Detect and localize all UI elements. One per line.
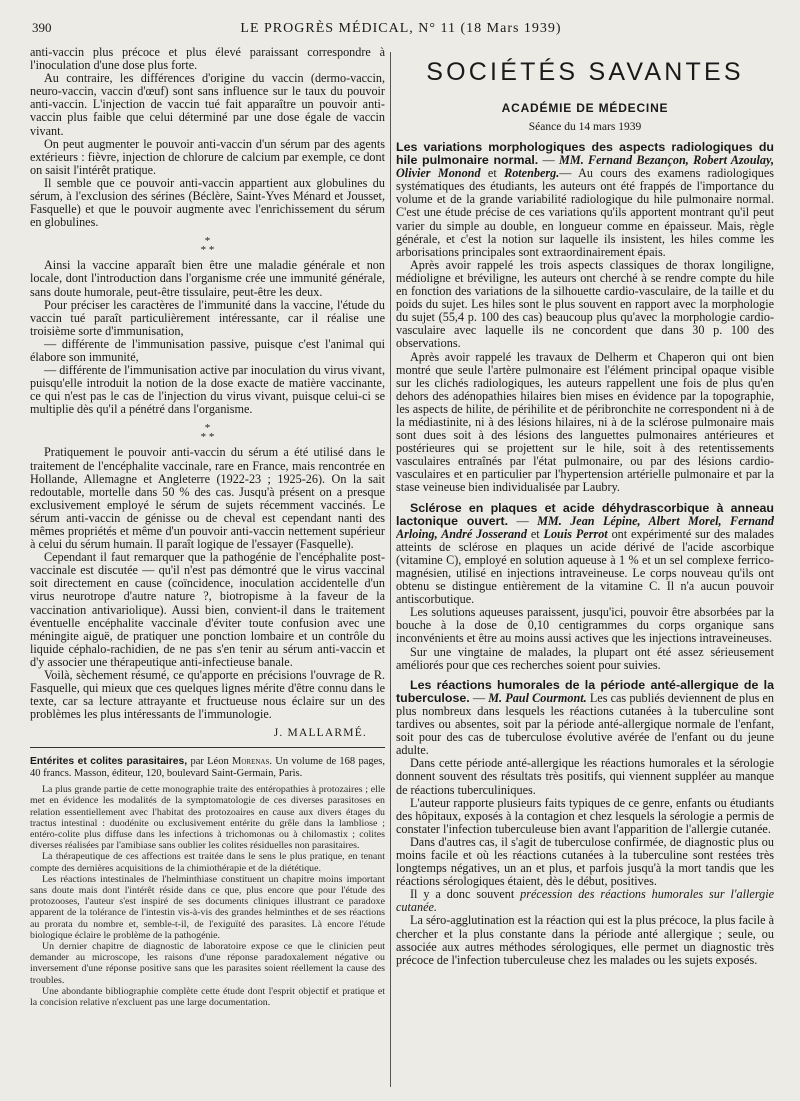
right-column xyxy=(396,46,774,1101)
paragraph: — différente de l'immunisation active par inoculation du virus vivant, puisqu'elle introduit la notion de la dose exacte de matière vaccinante, ce qui n'est pas le cas de l'injection du virus vivant, puisque celui-ci se multiplie dès qu'il a pénétré dans l'organisme. xyxy=(30,363,385,417)
left-column xyxy=(30,46,385,1101)
review-heading: Entérites et colites parasitaires, par Léon Morenas. Un volume de 168 pages, 40 francs. Masson, éditeur, 120, boulevard Saint-Germain, Paris. xyxy=(30,756,385,779)
paragraph: Un dernier chapitre de diagnostic de laboratoire expose ce que le clinicien peut demander au microscope, les raisons d'une réponse paradoxalement négative ou inversement d'une réponse positive sans que les parasites soient réellement la cause des troubles. xyxy=(30,941,385,986)
article-title: Les variations morphologiques des aspects radiologiques du hile pulmonaire normal. xyxy=(396,140,774,168)
paragraph: anti-vaccin plus précoce et plus élevé paraissant correspondre à l'inoculation d'une dose plus forte. xyxy=(30,46,385,73)
journal-title: LE PROGRÈS MÉDICAL, N° 11 (18 Mars 1939) xyxy=(240,21,562,36)
academy-heading: ACADÉMIE DE MÉDECINE xyxy=(501,101,669,115)
article-title: Les réactions humorales de la période anté-allergique de la tuberculose. xyxy=(396,677,774,705)
session-reports xyxy=(396,141,774,967)
column-rule xyxy=(390,52,391,1087)
paragraph: Pratiquement le pouvoir anti-vaccin du sérum a été utilisé dans le traitement de l'encéphalite vaccinale, rare en France, mais rencontrée en Hollande, Allemagne et Angleterre (1922-23 ; 1925-26). On la sait redoutable, mortelle dans 50 % des cas. Jusqu'à présent on a presque exclusivement employé le sérum de sujets récemment vaccinés. Le sérum anti-vaccin de génisse ou de cheval est cependant nanti des mêmes propriétés et même d'un pouvoir anti-vaccin nettement supérieur à celui du sérum humain. Il paraît logique de l'essayer (Fasquelle). xyxy=(30,445,385,552)
paragraph: Après avoir rappelé les travaux de Delherm et Chaperon qui ont bien montré que seule l'artère pulmonaire est l'élément principal opaque visible sur les clichés radiologiques, les auteurs rappellent une fois de plus qu'en dehors des adénopathies hilaires bien mises en évidence par la topographie, les aspects de hilite, de périhilite et de péribronchite ne correspondent ni à de la médiastinite, ni à des lésions hilaires, ni à de la sclérose pulmonaire mais sont dues soit à des lésions des languettes pulmonaires antérieures et postérieures qui se projettent sur le hile, soit à des retentissements vasculaires entraînés par l'état pulmonaire, ou par des lésions cardio-vasculaires et en particulier par l'hypertension artérielle pulmonaire et par la stase veineuse bien individualisée par Laubry. xyxy=(396,349,774,495)
paragraph: Pour préciser les caractères de l'immunité dans la vaccine, l'étude du vaccin tué paraît particulièrement intéressante, car il réalise une troisième sorte d'immunisation, xyxy=(30,297,385,338)
paragraph: On peut augmenter le pouvoir anti-vaccin d'un sérum par des agents extérieurs : fièvre, injection de chlorure de calcium par exemple, ce dont on saisit l'intérêt pratique. xyxy=(30,136,385,177)
paragraph: Sur une vingtaine de malades, la plupart ont été assez sérieusement améliorés pour que ces recherches soient pour suivies. xyxy=(396,644,774,672)
section-title: SOCIÉTÉS SAVANTES xyxy=(426,58,744,86)
paragraph: Il y a donc souvent précession des réactions humorales sur l'allergie cutanée. xyxy=(396,887,774,915)
article-heading: Les réactions humorales de la période anté-allergique de la tuberculose. — M. Paul Courmont. Les cas publiés deviennent de plus en plus nombreux dans lesquels les réactions cutanées à la tuberculine sont tardives ou absentes, soit par la période anté-allergique normale de l'enfant, soit pour des cas de tuberculose évolutive avérée de l'enfant ou du jeune adulte. xyxy=(396,677,774,758)
review-title: Entérites et colites parasitaires, xyxy=(30,756,188,768)
page-number: 390 xyxy=(32,20,52,35)
section-stars: * * * xyxy=(200,235,215,257)
paragraph: Ainsi la vaccine apparaît bien être une maladie générale et non locale, dont l'introduction dans l'organisme crée une immunité générale, sans doute humorale, peut-être tissulaire, peut-être les deux. xyxy=(30,258,385,299)
review-author: Morenas xyxy=(232,756,270,768)
columns xyxy=(30,46,774,1101)
paragraph: L'auteur rapporte plusieurs faits typiques de ce genre, enfants ou étudiants des hôpitaux, exposés à la contagion et chez lesquels la sérologie a permis de constater l'infection tuberculeuse bien avant l'apparition de l'allergie cutanée. xyxy=(396,795,774,836)
session-date: Séance du 14 mars 1939 xyxy=(528,121,642,133)
paragraph: Après avoir rappelé les trois aspects classiques de thorax longiligne, médioligne et bréviligne, les auteurs ont cherché à se rendre compte du hile en fonction des variations de la silhouette cardio-vasculaire, de la taille et du poids du sujet. Les hiles sont le plus souvent en rapport avec la morphologie du sujet (55,4 p. 100 des cas) beaucoup plus qu'avec la morphologie cardio-vasculaire avec laquelle ils ne concordent que dans 30 p. 100 des observations. xyxy=(396,257,774,351)
paragraph: Les réactions intestinales de l'helminthiase constituent un chapitre moins important sans doute mais dont l'intérêt réside dans ce que, plus encore que pour l'étude des protozooses, l'auteur s'est inspiré de ses documents cliniques illustrant ce paradoxe apparent de la tolérance de l'intestin vis-à-vis des grandes helminthes et de ses réactions au prorata du nombre et, semble-t-il, de l'exiguïté des parasites. Là encore l'étude biologique éclaire le problème de la pathogénie. xyxy=(30,873,385,941)
paragraph: — différente de l'immunisation passive, puisque c'est l'animal qui élabore son immunité, xyxy=(30,336,385,364)
paragraph: Dans d'autres cas, il s'agit de tuberculose confirmée, de diagnostic plus ou moins facile et où les réactions cutanées à la tuberculine sont restées très longtemps négatives, un an et plus, et parfois jusqu'à la mort tandis que les réactions sérologiques étaient, dès le début, positives. xyxy=(396,834,774,889)
main-article xyxy=(30,46,385,739)
article-authors: M. Paul Courmont. xyxy=(488,690,587,705)
paragraph: Il semble que ce pouvoir anti-vaccin appartient aux globulines du sérum, à l'exclusion des sérines (Béclère, Saint-Yves Ménard et Jousset, Fasquelle) et que le pouvoir augmente avec l'enrichissement du sérum en globulines. xyxy=(30,175,385,230)
paragraph: Les solutions aqueuses paraissent, jusqu'ici, pouvoir être absorbées par la bouche à la dose de 0,10 centigrammes du corps organique sans inconvénients et être au moins aussi actives que les injections intraveineuses. xyxy=(396,605,774,646)
section-divider xyxy=(30,747,385,748)
paragraph: Une abondante bibliographie complète cette étude dont l'esprit objectif et pratique et la concision relative n'excluent pas une large documentation. xyxy=(30,985,385,1009)
paragraph: Dans cette période anté-allergique les réactions humorales et la sérologie donnent souvent des résultats très positifs, qui viennent suppléer au manque de réactions tuberculiniques. xyxy=(396,756,774,797)
article-authors: MM. Fernand Bezançon, Robert Azoulay, Olivier Monond xyxy=(396,153,774,181)
page-header xyxy=(28,20,774,37)
paragraph: La plus grande partie de cette monographie traite des entéropathies à protozaires ; elle met en évidence les modalités de la symptomatologie de ces diverses parasitoses en relation essentiellement avec l'habitat des protozoaires en cause aux divers étages du tractus intestinal : duodénite ou exclusivement entérite du grêle dans la lambliose ; entéro-colite plus diffuse dans les infections à trichomonas ou à chilomastix ; colites diverses réalisées par l'amibiase sans oublier les colites résiduelles non parasitaires. xyxy=(30,784,385,852)
article-title: Sclérose en plaques et acide déhydrascorbique à anneau lactonique ouvert. xyxy=(396,500,774,528)
book-review xyxy=(30,756,385,1008)
article-authors: MM. Jean Lépine, Albert Morel, Fernand Arloing, André Josserand xyxy=(396,513,774,541)
paragraph: Cependant il faut remarquer que la pathogénie de l'encéphalite post-vaccinale est discutée — qu'il n'est pas démontré que le virus vaccinal soit directement en cause (coïncidence, inoculation accidentelle d'un virus neurotrope d'autre nature ?, biotropisme à la faveur de la vaccination antivariolique). Aussi bien, convient-il dans le traitement éventuelle encéphalite vaccinale d'éviter toute confusion avec une méningite aiguë, de pratiquer une ponction lombaire et un contrôle du liquide céphalo-rachidien, de ne pas s'en tenir au sérum anti-vaccin et d'y associer une thérapeutique anti-infectieuse banale. xyxy=(30,550,385,669)
paragraph: Au contraire, les différences d'origine du vaccin (dermo-vaccin, neuro-vaccin, vaccin d'œuf) sont sans influence sur le taux du pouvoir anti-vaccin. L'injection de vaccin tué fait apparaître un pouvoir anti-vaccin plus faible que celui déterminé par une dose égale de vaccin vivant. xyxy=(30,71,385,138)
article-heading: Sclérose en plaques et acide déhydrascorbique à anneau lactonique ouvert. — MM. Jean Lépine, Albert Morel, Fernand Arloing, André Josserand et Louis Perrot ont expérimenté sur des malades atteints de sclérose en plaques un acide dérivé de l'acide ascorbique (vitamine C), employé en solution aqueuse à 1 % et un sel complexe ferrico-magnésien, utilisé en injections intraveineuse. Le corps nouveau qu'ils ont obtenu se distingue entièrement de la vitamine C. Il n'a aucun pouvoir antiscorbutique. xyxy=(396,500,774,607)
paragraph: La séro-agglutination est la réaction qui est la plus précoce, la plus facile à chercher et la plus constante dans la période anté allergique ; seule, ou associée aux autres méthodes sérologiques, elle permet un diagnostic très précoce de l'infection tuberculeuse chez les malades ou les sujets exposés. xyxy=(396,913,774,967)
section-stars: * * * xyxy=(200,422,215,444)
review-meta: . Un volume de 168 pages, 40 francs. Masson, éditeur, 120, boulevard Saint-Germain, Paris. xyxy=(30,756,385,779)
paragraph: Voilà, sèchement résumé, ce qu'apporte en précisions l'ouvrage de R. Fasquelle, qui mieux que ces quelques lignes mérite d'être connu dans le texte, car sa lecture attrayante et fructueuse nous éclaire sur un des problèmes les plus intéressants de l'immunologie. xyxy=(30,668,385,722)
paragraph: La thérapeutique de ces affections est traitée dans le sens le plus pratique, en tenant compte des dernières acquisitions de la chimiothérapie et de la diététique. xyxy=(30,851,385,874)
article-heading: Les variations morphologiques des aspects radiologiques du hile pulmonaire normal. — MM. Fernand Bezançon, Robert Azoulay, Olivier Monond et Rotenberg.— Au cours des examens radiologiques systématiques des étudiants, les auteurs ont été frappés de l'importance du volume et de la grande variabilité radiologique du hile pulmonaire normal. C'est une étude précise de ces variations qu'ils apportent montrant qu'il peut varier du simple au double, en longueur comme en épaisseur. Mais, règle générale, et c'est la notion sur laquelle ils insistent, les hiles comme les arborisations principales sont extraordinairement épais. xyxy=(396,140,774,259)
signature: J. MALLARMÉ. xyxy=(273,727,367,740)
